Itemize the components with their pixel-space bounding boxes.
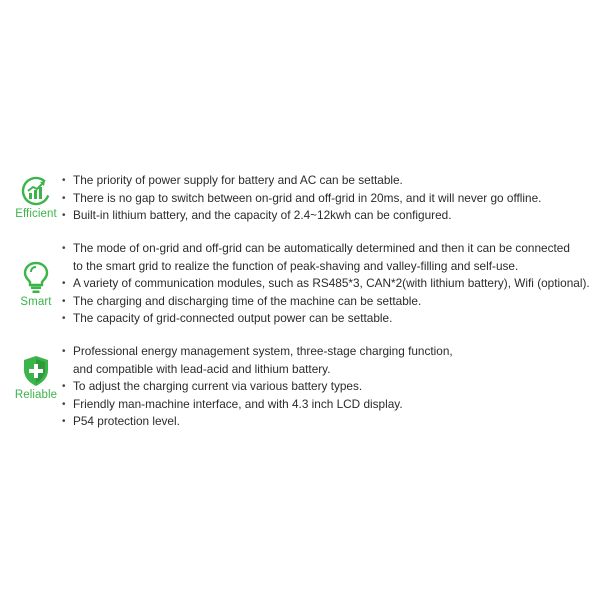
bullet-item: • P54 protection level. <box>62 413 453 431</box>
bullet-continuation: to the smart grid to realize the function of peak-shaving and valley-filling and self-use. <box>73 258 519 273</box>
feature-badge-efficient <box>10 176 62 220</box>
bullet-item: • Built-in lithium battery, and the capacity of 2.4~12kwh can be configured. <box>62 207 541 225</box>
bullet-item: • The priority of power supply for battery and AC can be settable. <box>62 172 541 190</box>
feature-bullet-list <box>62 343 453 431</box>
feature-label: Efficient <box>15 208 57 220</box>
bullet-item: • A variety of communication modules, such as RS485*3, CAN*2(with lithium battery), Wifi (optional). <box>62 275 590 293</box>
bullet-item: • The capacity of grid-connected output power can be settable. <box>62 310 590 328</box>
feature-label: Reliable <box>14 389 58 401</box>
feature-label: Smart <box>20 296 52 308</box>
bullet-item: • Friendly man-machine interface, and with 4.3 inch LCD display. <box>62 396 453 414</box>
feature-bullet-list <box>62 172 541 225</box>
bullet-item: • The mode of on-grid and off-grid can be automatically determined and then it can be connected <box>62 240 590 258</box>
feature-badge-smart <box>10 260 62 308</box>
bullet-item: • To adjust the charging current via various battery types. <box>62 378 453 396</box>
bullet-item: • Professional energy management system, three-stage charging function, <box>62 343 453 361</box>
bullet-item: • The charging and discharging time of the machine can be settable. <box>62 293 590 311</box>
shield-cross-icon <box>10 355 62 387</box>
growth-chart-icon <box>10 176 62 206</box>
bullet-item: • There is no gap to switch between on-grid and off-grid in 20ms, and it will never go offline. <box>62 190 541 208</box>
lightbulb-icon <box>10 260 62 294</box>
feature-badge-reliable <box>10 355 62 401</box>
bullet-continuation: and compatible with lead-acid and lithium battery. <box>73 361 331 376</box>
feature-bullet-list <box>62 240 590 328</box>
